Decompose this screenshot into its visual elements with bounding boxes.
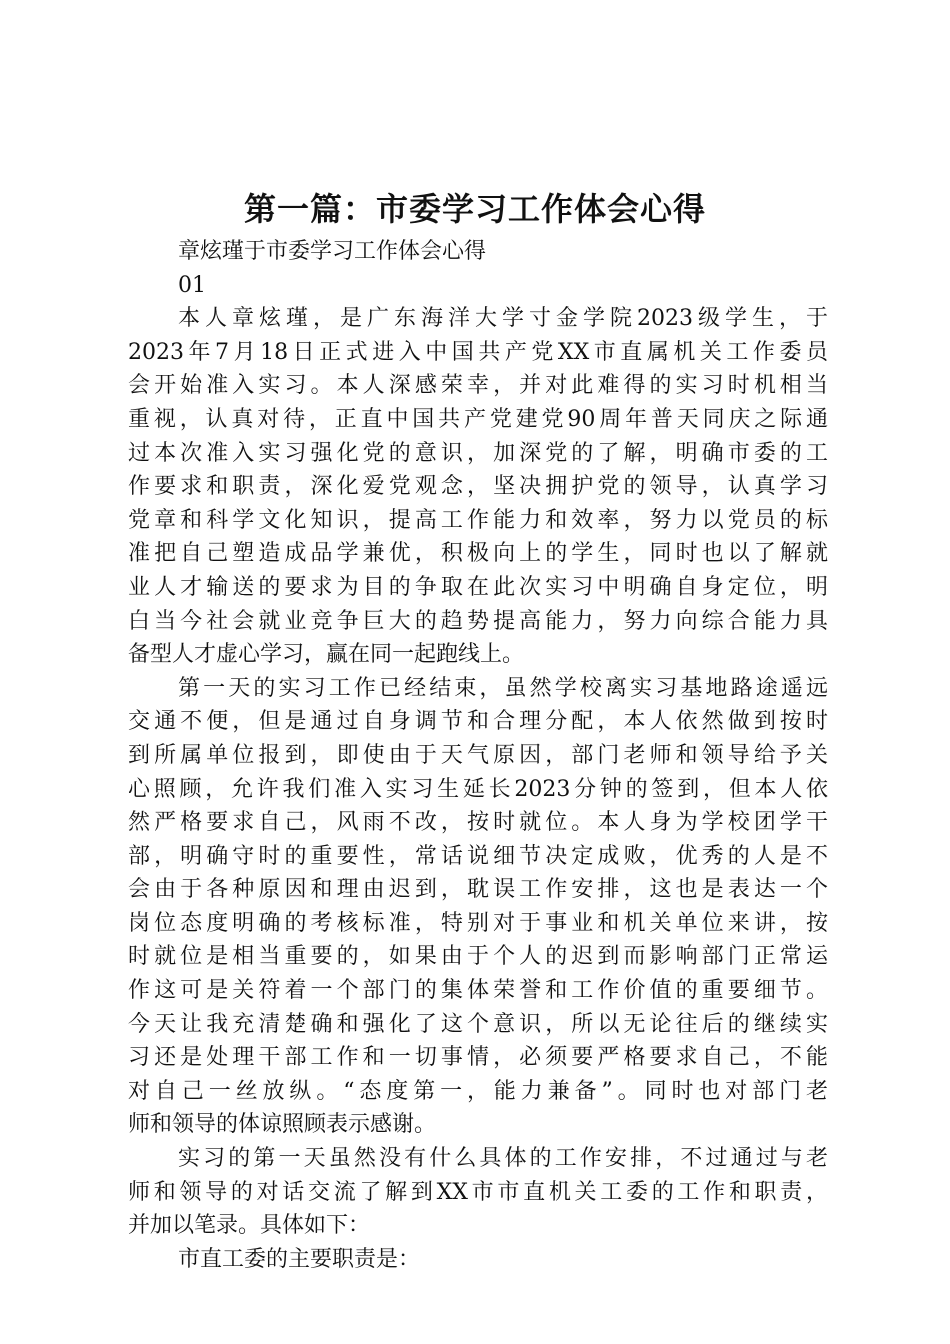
- paragraph-2-line-9: 时就位是相当重要的，如果由于个人的迟到而影响部门正常运: [128, 944, 828, 970]
- paragraph-1-line-4: 重视，认真对待，正直中国共产党建党90周年普天同庆之际通: [128, 406, 828, 432]
- paragraph-1-line-2: 2023年7月18日正式进入中国共产党XX市直属机关工作委员: [128, 339, 828, 365]
- paragraph-2-line-10: 作这可是关符着一个部门的集体荣誉和工作价值的重要细节。: [128, 978, 828, 1004]
- paragraph-2-line-1: 第一天的实习工作已经结束，虽然学校离实习基地路途遥远: [178, 675, 828, 701]
- paragraph-2-line-7: 会由于各种原因和理由迟到，耽误工作安排，这也是表达一个: [128, 877, 828, 903]
- section-number: 01: [178, 272, 206, 298]
- paragraph-2-line-13: 对自己一丝放纵。“态度第一，能力兼备”。同时也对部门老: [128, 1078, 828, 1104]
- paragraph-2-line-3: 到所属单位报到，即使由于天气原因，部门老师和领导给予关: [128, 742, 828, 768]
- paragraph-1-line-8: 准把自己塑造成品学兼优，积极向上的学生，同时也以了解就: [128, 541, 828, 567]
- paragraph-1-line-11: 备型人才虚心学习，赢在同一起跑线上。: [128, 642, 525, 668]
- paragraph-2-line-8: 岗位态度明确的考核标准，特别对于事业和机关单位来讲，按: [128, 910, 828, 936]
- document-body: [128, 235, 828, 1276]
- paragraph-3-line-2: 师和领导的对话交流了解到XX市市直机关工委的工作和职责，: [128, 1179, 828, 1205]
- paragraph-1-line-9: 业人才输送的要求为目的争取在此次实习中明确自身定位，明: [128, 574, 828, 600]
- paragraph-1-line-5: 过本次准入实习强化党的意识，加深党的了解，明确市委的工: [128, 440, 828, 466]
- paragraph-2-line-11: 今天让我充清楚确和强化了这个意识，所以无论往后的继续实: [128, 1011, 828, 1037]
- paragraph-1-line-10: 白当今社会就业竞争巨大的趋势提高能力，努力向综合能力具: [128, 608, 828, 634]
- paragraph-1-line-6: 作要求和职责，深化爱党观念，坚决拥护党的领导，认真学习: [128, 474, 828, 500]
- document-title: 第一篇：市委学习工作体会心得: [243, 190, 706, 228]
- paragraph-2-line-4: 心照顾，允许我们准入实习生延长2023分钟的签到，但本人依: [128, 776, 828, 802]
- paragraph-2-line-6: 部，明确守时的重要性，常话说细节决定成败，优秀的人是不: [128, 843, 828, 869]
- paragraph-1-line-3: 会开始准入实习。本人深感荣幸，并对此难得的实习时机相当: [128, 373, 828, 399]
- subtitle-line: 章炫瑾于市委学习工作体会心得: [178, 239, 487, 264]
- paragraph-3-line-1: 实习的第一天虽然没有什么具体的工作安排，不过通过与老: [178, 1146, 828, 1172]
- paragraph-2-line-5: 然严格要求自己，风雨不改，按时就位。本人身为学校团学干: [128, 810, 828, 836]
- paragraph-4-line-1: 市直工委的主要职责是：: [178, 1246, 421, 1272]
- paragraph-2-line-2: 交通不便，但是通过自身调节和合理分配，本人依然做到按时: [128, 709, 828, 735]
- paragraph-2-line-12: 习还是处理干部工作和一切事情，必须要严格要求自己，不能: [128, 1045, 828, 1071]
- paragraph-1-line-1: 本人章炫瑾，是广东海洋大学寸金学院2023级学生，于: [178, 306, 828, 332]
- paragraph-2-line-14: 师和领导的体谅照顾表示感谢。: [128, 1112, 437, 1138]
- paragraph-1-line-7: 党章和科学文化知识，提高工作能力和效率，努力以党员的标: [128, 507, 828, 533]
- paragraph-3-line-3: 并加以笔录。具体如下：: [128, 1213, 371, 1239]
